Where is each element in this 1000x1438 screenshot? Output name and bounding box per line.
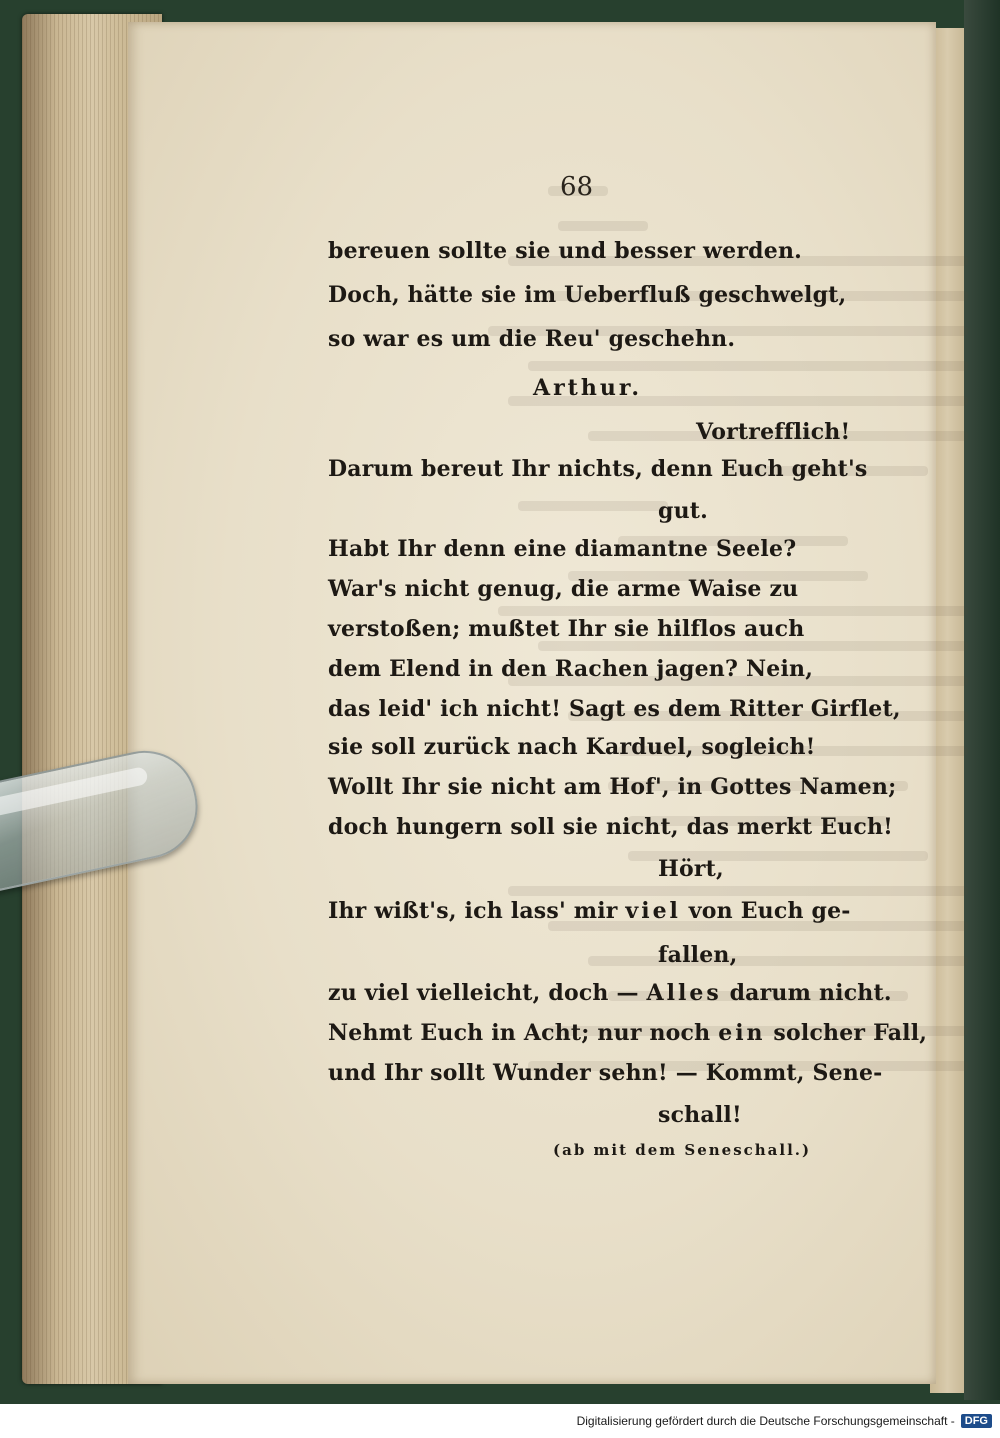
text-line: fallen, bbox=[658, 942, 738, 968]
text-line: Doch, hätte sie im Ueberfluß geschwelgt, bbox=[328, 282, 847, 308]
text-run: Ihr wißt's, ich lass' mir bbox=[328, 898, 626, 924]
text-line: schall! bbox=[658, 1102, 742, 1128]
text-line: das leid' ich nicht! Sagt es dem Ritter Girflet, bbox=[328, 696, 901, 722]
page-number: 68 bbox=[560, 172, 594, 202]
text-line: doch hungern soll sie nicht, das merkt Euch! bbox=[328, 814, 893, 840]
text-line bbox=[328, 898, 851, 924]
text-line: Hört, bbox=[658, 856, 724, 882]
text-run: zu viel vielleicht, doch — bbox=[328, 980, 647, 1006]
emphasized-text: Alles bbox=[646, 980, 722, 1006]
text-line: War's nicht genug, die arme Waise zu bbox=[328, 576, 799, 602]
background-strip bbox=[964, 0, 1000, 1400]
emphasized-text: viel bbox=[625, 898, 681, 924]
speaker-name: Arthur. bbox=[533, 375, 643, 401]
text-line bbox=[328, 1020, 927, 1046]
text-line: so war es um die Reu' geschehn. bbox=[328, 326, 736, 352]
text-line: Habt Ihr denn eine diamantne Seele? bbox=[328, 536, 797, 562]
text-line: bereuen sollte sie und besser werden. bbox=[328, 238, 802, 264]
text-line bbox=[328, 980, 892, 1006]
text-line: Wollt Ihr sie nicht am Hof', in Gottes Namen; bbox=[328, 774, 897, 800]
stage-direction: (ab mit dem Seneschall.) bbox=[553, 1141, 812, 1159]
text-line: Darum bereut Ihr nichts, denn Euch geht's bbox=[328, 456, 868, 482]
text-line: sie soll zurück nach Karduel, sogleich! bbox=[328, 734, 816, 760]
credit-footer bbox=[0, 1404, 1000, 1438]
emphasized-text: ein bbox=[718, 1020, 766, 1046]
dfg-logo-icon: DFG bbox=[961, 1414, 992, 1428]
text-run: Nehmt Euch in Acht; nur noch bbox=[328, 1020, 719, 1046]
credit-text: Digitalisierung gefördert durch die Deutsche Forschungsgemeinschaft - bbox=[576, 1414, 955, 1428]
text-run: solcher Fall, bbox=[765, 1020, 928, 1046]
text-line: gut. bbox=[658, 498, 708, 524]
text-run: von Euch ge- bbox=[680, 898, 851, 924]
text-line: dem Elend in den Rachen jagen? Nein, bbox=[328, 656, 814, 682]
text-line: und Ihr sollt Wunder sehn! — Kommt, Sene- bbox=[328, 1060, 883, 1086]
text-run: darum nicht. bbox=[721, 980, 892, 1006]
text-line: verstoßen; mußtet Ihr sie hilflos auch bbox=[328, 616, 805, 642]
text-line: Vortrefflich! bbox=[696, 419, 851, 445]
